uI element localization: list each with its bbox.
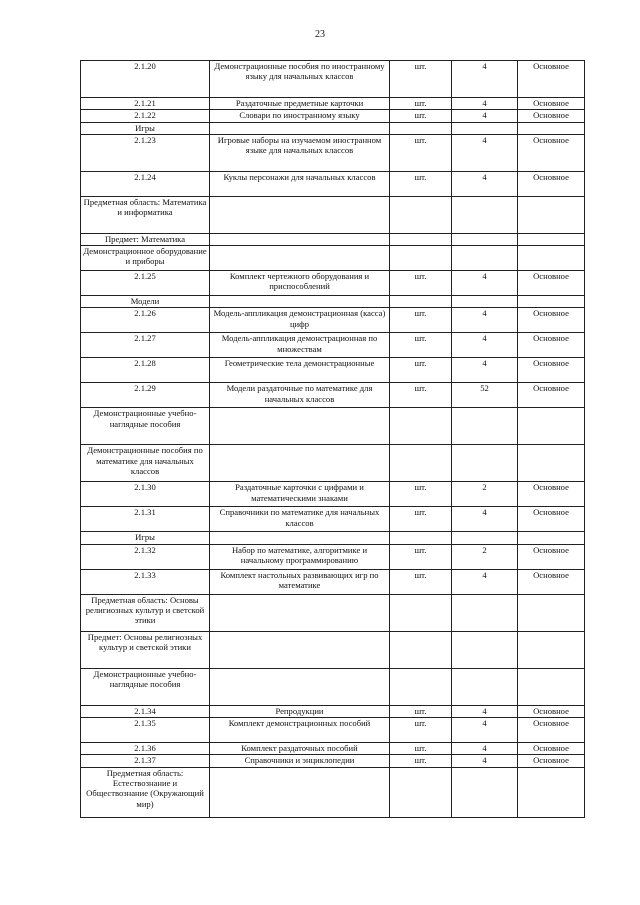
status-cell: Основное [518, 718, 585, 743]
quantity-cell: 2 [452, 482, 518, 507]
table-row [81, 333, 585, 358]
item-name-cell [210, 594, 390, 631]
quantity-cell: 4 [452, 718, 518, 743]
table-row [81, 507, 585, 532]
unit-cell: шт. [390, 507, 452, 532]
item-number-cell: Демонстрационные учебно-наглядные пособия [81, 668, 210, 705]
table-row [81, 196, 585, 233]
unit-cell: шт. [390, 98, 452, 110]
quantity-cell [452, 594, 518, 631]
item-number-cell: Демонстрационные учебно-наглядные пособия [81, 408, 210, 445]
unit-cell: шт. [390, 544, 452, 569]
item-number-cell: Предметная область: Основы религиозных культур и светской этики [81, 594, 210, 631]
table-row [81, 171, 585, 196]
status-cell [518, 296, 585, 308]
item-number-cell: Модели [81, 296, 210, 308]
quantity-cell: 2 [452, 544, 518, 569]
item-number-cell: 2.1.34 [81, 705, 210, 717]
status-cell [518, 408, 585, 445]
item-number-cell: 2.1.37 [81, 755, 210, 767]
item-name-cell [210, 631, 390, 668]
unit-cell [390, 532, 452, 544]
item-number-cell: 2.1.35 [81, 718, 210, 743]
status-cell [518, 668, 585, 705]
status-cell [518, 631, 585, 668]
unit-cell: шт. [390, 482, 452, 507]
quantity-cell: 4 [452, 743, 518, 755]
table-row [81, 134, 585, 171]
unit-cell: шт. [390, 358, 452, 383]
item-number-cell: 2.1.29 [81, 383, 210, 408]
status-cell: Основное [518, 482, 585, 507]
item-number-cell: 2.1.24 [81, 171, 210, 196]
unit-cell: шт. [390, 705, 452, 717]
item-number-cell: Демонстрационные пособия по математике для начальных классов [81, 445, 210, 482]
item-name-cell: Геометрические тела демонстрационные [210, 358, 390, 383]
item-name-cell: Раздаточные предметные карточки [210, 98, 390, 110]
item-number-cell: Предмет: Основы религиозных культур и светской этики [81, 631, 210, 668]
table-row [81, 569, 585, 594]
status-cell: Основное [518, 98, 585, 110]
unit-cell [390, 594, 452, 631]
unit-cell: шт. [390, 61, 452, 98]
item-name-cell [210, 196, 390, 233]
item-number-cell: 2.1.30 [81, 482, 210, 507]
table-row [81, 296, 585, 308]
status-cell: Основное [518, 544, 585, 569]
table-row [81, 743, 585, 755]
quantity-cell: 4 [452, 171, 518, 196]
table-row [81, 233, 585, 245]
item-name-cell: Набор по математике, алгоритмике и начальному программированию [210, 544, 390, 569]
status-cell [518, 445, 585, 482]
table-row [81, 271, 585, 296]
unit-cell [390, 631, 452, 668]
unit-cell [390, 122, 452, 134]
table-row [81, 482, 585, 507]
status-cell: Основное [518, 743, 585, 755]
unit-cell: шт. [390, 383, 452, 408]
table-row [81, 755, 585, 767]
status-cell: Основное [518, 755, 585, 767]
quantity-cell: 4 [452, 61, 518, 98]
quantity-cell: 4 [452, 308, 518, 333]
item-name-cell: Справочники по математике для начальных классов [210, 507, 390, 532]
quantity-cell: 4 [452, 507, 518, 532]
quantity-cell: 4 [452, 755, 518, 767]
quantity-cell: 4 [452, 110, 518, 122]
table-row [81, 383, 585, 408]
table-row [81, 668, 585, 705]
table-row [81, 445, 585, 482]
equipment-table [80, 60, 585, 818]
item-number-cell: 2.1.31 [81, 507, 210, 532]
unit-cell: шт. [390, 134, 452, 171]
unit-cell: шт. [390, 271, 452, 296]
item-number-cell: 2.1.21 [81, 98, 210, 110]
status-cell: Основное [518, 61, 585, 98]
quantity-cell: 4 [452, 271, 518, 296]
item-name-cell [210, 532, 390, 544]
quantity-cell: 52 [452, 383, 518, 408]
quantity-cell: 4 [452, 98, 518, 110]
table-row [81, 631, 585, 668]
item-name-cell [210, 233, 390, 245]
item-number-cell: 2.1.27 [81, 333, 210, 358]
item-name-cell: Модель-аппликация демонстрационная (касса) цифр [210, 308, 390, 333]
table-row [81, 544, 585, 569]
item-name-cell: Игровые наборы на изучаемом иностранном языке для начальных классов [210, 134, 390, 171]
item-name-cell: Словари по иностранному языку [210, 110, 390, 122]
item-name-cell: Комплект демонстрационных пособий [210, 718, 390, 743]
item-number-cell: 2.1.22 [81, 110, 210, 122]
status-cell [518, 233, 585, 245]
quantity-cell [452, 445, 518, 482]
item-name-cell: Модель-аппликация демонстрационная по множествам [210, 333, 390, 358]
quantity-cell: 4 [452, 569, 518, 594]
quantity-cell [452, 631, 518, 668]
status-cell: Основное [518, 271, 585, 296]
status-cell [518, 767, 585, 817]
quantity-cell: 4 [452, 705, 518, 717]
item-number-cell: 2.1.20 [81, 61, 210, 98]
item-name-cell: Модели раздаточные по математике для начальных классов [210, 383, 390, 408]
status-cell: Основное [518, 383, 585, 408]
status-cell: Основное [518, 705, 585, 717]
quantity-cell [452, 296, 518, 308]
item-name-cell [210, 122, 390, 134]
item-number-cell: Предметная область: Математика и информатика [81, 196, 210, 233]
item-name-cell: Куклы персонажи для начальных классов [210, 171, 390, 196]
item-name-cell: Справочники и энциклопедии [210, 755, 390, 767]
table-row [81, 98, 585, 110]
unit-cell: шт. [390, 755, 452, 767]
unit-cell [390, 246, 452, 271]
item-number-cell: 2.1.36 [81, 743, 210, 755]
table-row [81, 705, 585, 717]
item-number-cell: 2.1.23 [81, 134, 210, 171]
item-name-cell [210, 296, 390, 308]
item-name-cell: Демонстрационные пособия по иностранному языку для начальных классов [210, 61, 390, 98]
table-row [81, 532, 585, 544]
table-row [81, 594, 585, 631]
status-cell: Основное [518, 507, 585, 532]
item-name-cell: Раздаточные карточки с цифрами и математическими знаками [210, 482, 390, 507]
item-number-cell: Предметная область: Естествознание и Обществознание (Окружающий мир) [81, 767, 210, 817]
item-name-cell: Комплект настольных развивающих игр по математике [210, 569, 390, 594]
table-row [81, 408, 585, 445]
quantity-cell [452, 668, 518, 705]
status-cell: Основное [518, 171, 585, 196]
item-name-cell [210, 408, 390, 445]
unit-cell [390, 196, 452, 233]
quantity-cell [452, 408, 518, 445]
unit-cell [390, 233, 452, 245]
unit-cell: шт. [390, 569, 452, 594]
item-name-cell: Репродукции [210, 705, 390, 717]
status-cell: Основное [518, 134, 585, 171]
unit-cell [390, 445, 452, 482]
status-cell [518, 532, 585, 544]
item-number-cell: 2.1.33 [81, 569, 210, 594]
item-number-cell: Предмет: Математика [81, 233, 210, 245]
quantity-cell [452, 122, 518, 134]
unit-cell: шт. [390, 333, 452, 358]
item-name-cell: Комплект чертежного оборудования и приспособлений [210, 271, 390, 296]
item-number-cell: Демонстрационное оборудование и приборы [81, 246, 210, 271]
item-name-cell [210, 668, 390, 705]
item-number-cell: 2.1.32 [81, 544, 210, 569]
quantity-cell [452, 196, 518, 233]
table-row [81, 718, 585, 743]
table-row [81, 246, 585, 271]
item-name-cell: Комплект раздаточных пособий [210, 743, 390, 755]
quantity-cell: 4 [452, 134, 518, 171]
unit-cell [390, 767, 452, 817]
unit-cell: шт. [390, 718, 452, 743]
table-row [81, 767, 585, 817]
item-number-cell: 2.1.26 [81, 308, 210, 333]
item-name-cell [210, 445, 390, 482]
table-row [81, 122, 585, 134]
table-row [81, 358, 585, 383]
quantity-cell [452, 767, 518, 817]
unit-cell [390, 296, 452, 308]
unit-cell: шт. [390, 743, 452, 755]
page-number: 23 [315, 29, 325, 40]
unit-cell: шт. [390, 308, 452, 333]
status-cell: Основное [518, 110, 585, 122]
equipment-table-body [81, 61, 585, 818]
item-number-cell: Игры [81, 122, 210, 134]
quantity-cell: 4 [452, 333, 518, 358]
item-number-cell: 2.1.25 [81, 271, 210, 296]
item-number-cell: 2.1.28 [81, 358, 210, 383]
status-cell: Основное [518, 308, 585, 333]
item-number-cell: Игры [81, 532, 210, 544]
item-name-cell [210, 767, 390, 817]
table-row [81, 308, 585, 333]
status-cell: Основное [518, 569, 585, 594]
unit-cell: шт. [390, 110, 452, 122]
unit-cell [390, 408, 452, 445]
status-cell [518, 246, 585, 271]
status-cell [518, 196, 585, 233]
status-cell [518, 122, 585, 134]
status-cell: Основное [518, 333, 585, 358]
unit-cell: шт. [390, 171, 452, 196]
quantity-cell [452, 246, 518, 271]
quantity-cell [452, 532, 518, 544]
status-cell [518, 594, 585, 631]
item-name-cell [210, 246, 390, 271]
table-row [81, 61, 585, 98]
table-row [81, 110, 585, 122]
status-cell: Основное [518, 358, 585, 383]
quantity-cell [452, 233, 518, 245]
unit-cell [390, 668, 452, 705]
quantity-cell: 4 [452, 358, 518, 383]
